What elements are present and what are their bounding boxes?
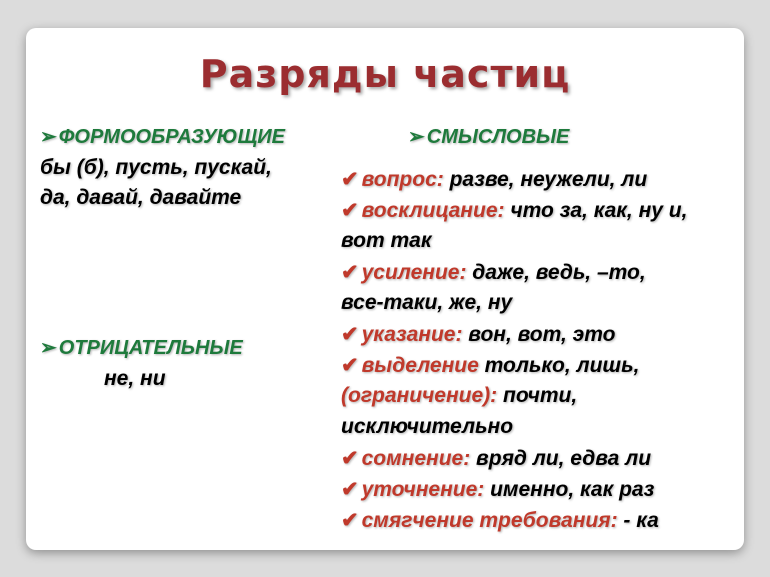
item-text: разве, неужели, ли [443, 168, 648, 191]
negative-line-1: не, ни [104, 367, 166, 390]
item-text: почти, [497, 384, 578, 407]
slide-card [26, 28, 744, 550]
category-separator: : [463, 447, 471, 470]
checkmark-icon: ✔ [341, 168, 359, 191]
negative-heading-label: ОТРИЦАТЕЛЬНЫЕ [58, 337, 243, 359]
category-separator: : [459, 261, 467, 284]
list-item-softening [341, 508, 659, 533]
list-item-clarification [341, 477, 654, 502]
item-text: даже, ведь, –то, [466, 261, 646, 284]
checkmark-icon: ✔ [341, 354, 359, 377]
category-label: указание [361, 323, 456, 346]
list-item-doubt [341, 446, 651, 471]
list-item-exclamation-cont: вот так [341, 229, 432, 252]
category-label: (ограничение): [341, 384, 498, 407]
item-text: - ка [617, 509, 659, 532]
checkmark-icon: ✔ [341, 261, 359, 284]
category-separator: : [455, 323, 463, 346]
semantic-heading [408, 124, 569, 149]
semantic-heading-label: СМЫСЛОВЫЕ [426, 126, 570, 148]
list-item-pointing [341, 322, 616, 347]
formative-heading [40, 124, 285, 149]
list-item-intensifier-cont: все-таки, же, ну [341, 291, 513, 314]
category-label: выделение [361, 354, 479, 377]
checkmark-icon: ✔ [341, 199, 359, 222]
list-item-emphasis-cont [341, 384, 577, 408]
category-separator: : [477, 478, 485, 501]
checkmark-icon: ✔ [341, 478, 359, 501]
checkmark-icon: ✔ [341, 323, 359, 346]
category-separator: : [610, 509, 618, 532]
category-label: уточнение [361, 478, 478, 501]
negative-heading [40, 335, 243, 360]
category-label: смягчение требования [361, 509, 611, 532]
item-text: именно, как раз [484, 478, 655, 501]
category-label: восклицание [361, 199, 498, 222]
arrowhead-icon: ➢ [40, 337, 57, 359]
list-item-emphasis [341, 353, 639, 378]
formative-line-1: бы (б), пусть, пускай, [40, 156, 272, 179]
item-text: только, лишь, [478, 354, 640, 377]
item-text: вон, вот, это [462, 323, 616, 346]
category-label: сомнение [361, 447, 464, 470]
category-label: вопрос [361, 168, 437, 191]
list-item-exclamation [341, 198, 687, 223]
list-item-emphasis-cont-2: исключительно [341, 415, 514, 438]
page-title: Разряды частиц [199, 52, 571, 96]
list-item-intensifier [341, 260, 646, 285]
checkmark-icon: ✔ [341, 447, 359, 470]
category-label: усиление [361, 261, 460, 284]
category-separator: : [436, 168, 444, 191]
arrowhead-icon: ➢ [40, 126, 57, 148]
item-text: что за, как, ну и, [504, 199, 688, 222]
category-separator: : [497, 199, 505, 222]
arrowhead-icon: ➢ [408, 126, 425, 148]
formative-line-2: да, давай, давайте [40, 186, 242, 209]
checkmark-icon: ✔ [341, 509, 359, 532]
item-text: вряд ли, едва ли [470, 447, 652, 470]
formative-heading-label: ФОРМООБРАЗУЮЩИЕ [58, 126, 285, 148]
list-item-question [341, 167, 647, 192]
